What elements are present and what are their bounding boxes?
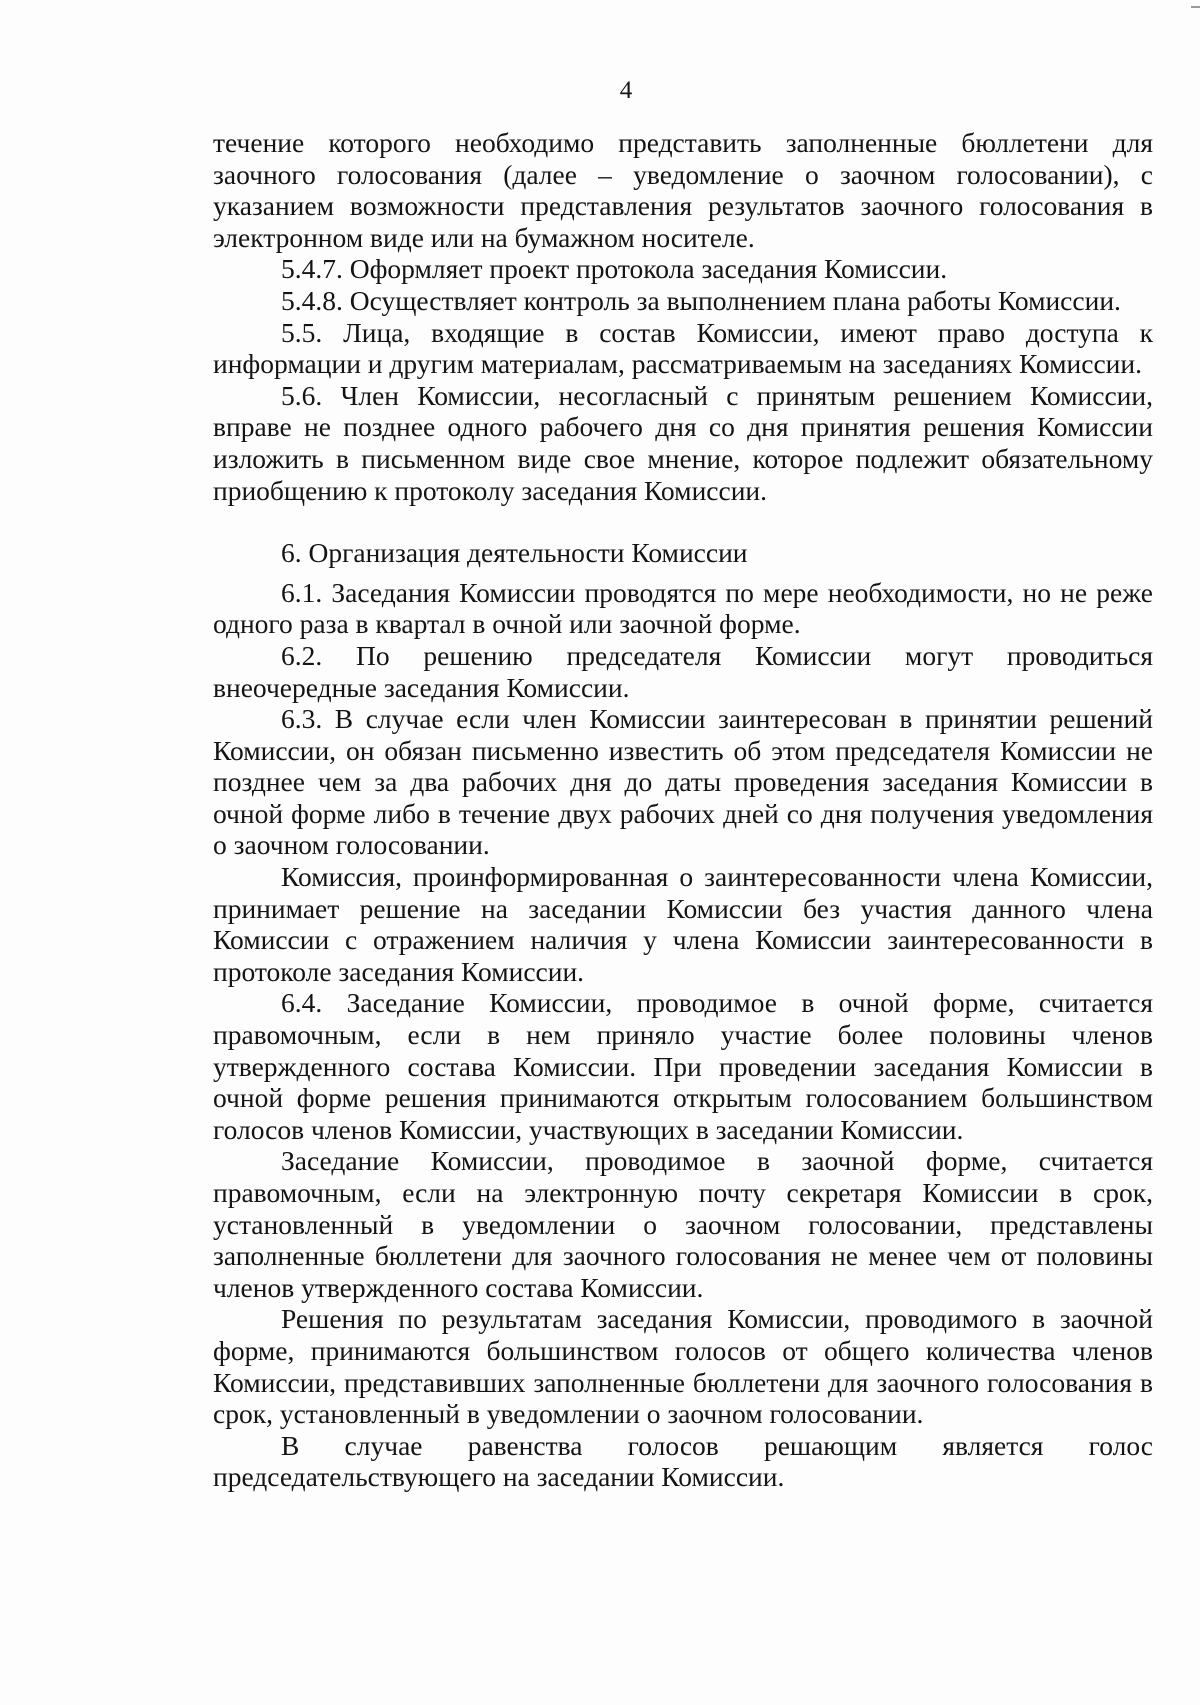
paragraph-6-4-absentee: Заседание Комиссии, проводимое в заочной форме, считается правомочным, если на электронную почту секретаря Комиссии в срок, установленный в уведомлении о заочном голосовании, представлены заполненные бюллетени для заочного голосования не менее чем от половины членов утвержденного состава Комиссии.: [213, 1145, 1153, 1303]
section-heading-6: 6. Организация деятельности Комиссии: [281, 537, 748, 569]
page-number: 4: [619, 77, 633, 104]
paragraph-5-6: 5.6. Член Комиссии, несогласный с принятым решением Комиссии, вправе не позднее одного рабочего дня со дня принятия решения Комиссии изложить в письменном виде свое мнение, которое подлежит обязательному приобщению к протоколу заседания Комиссии.: [213, 379, 1153, 506]
paragraph-6-1: 6.1. Заседания Комиссии проводятся по мере необходимости, но не реже одного раза в квартал в очной или заочной форме.: [213, 576, 1153, 640]
paragraph-5-5: 5.5. Лица, входящие в состав Комиссии, имеют право доступа к информации и другим материалам, рассматриваемым на заседаниях Комиссии.: [213, 316, 1153, 380]
paragraph-5-4-7: 5.4.7. Оформляет проект протокола заседания Комиссии.: [281, 253, 948, 285]
paragraph-6-4-decisions: Решения по результатам заседания Комиссии, проводимого в заочной форме, принимаются большинством голосов от общего количества членов Комиссии, представивших заполненные бюллетени для заочного голосования в срок, установленный в уведомлении о заочном голосовании.: [213, 1303, 1153, 1430]
paragraph-continuation: течение которого необходимо представить заполненные бюллетени для заочного голосования (далее – уведомление о заочном голосовании), с указанием возможности представления результатов заочного голосования в электронном виде или на бумажном носителе.: [213, 127, 1153, 253]
paragraph-6-3: 6.3. В случае если член Комиссии заинтересован в принятии решений Комиссии, он обязан письменно известить об этом председателя Комиссии не позднее чем за два рабочих дня до даты проведения заседания Комиссии в очной форме либо в течение двух рабочих дней со дня получения уведомления о заочном голосовании.: [213, 703, 1153, 861]
scan-corner-mark: [1191, 6, 1200, 8]
paragraph-6-4-tie: В случае равенства голосов решающим является голос председательствующего на заседании Комиссии.: [213, 1429, 1153, 1493]
paragraph-6-2: 6.2. По решению председателя Комиссии могут проводиться внеочередные заседания Комиссии.: [213, 639, 1153, 703]
paragraph-6-3-continued: Комиссия, проинформированная о заинтересованности члена Комиссии, принимает решение на заседании Комиссии без участия данного члена Комиссии с отражением наличия у члена Комиссии заинтересованности в протоколе заседания Комиссии.: [213, 861, 1153, 987]
paragraph-6-4: 6.4. Заседание Комиссии, проводимое в очной форме, считается правомочным, если в нем приняло участие более половины членов утвержденного состава Комиссии. При проведении заседания Комиссии в очной форме решения принимаются открытым голосованием большинством голосов членов Комиссии, участвующих в заседании Комиссии.: [213, 987, 1153, 1145]
paragraph-5-4-8: 5.4.8. Осуществляет контроль за выполнением плана работы Комиссии.: [281, 284, 1121, 316]
document-body: [213, 127, 1153, 1493]
